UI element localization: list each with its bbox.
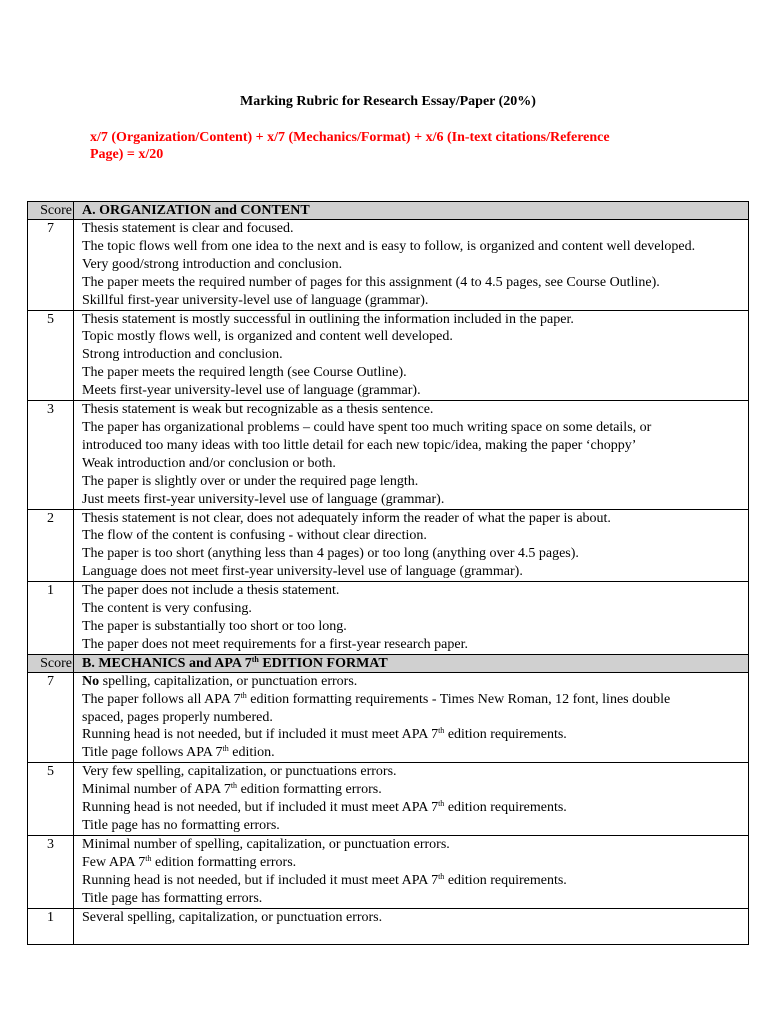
score-cell: 5 <box>28 310 74 401</box>
score-cell: 7 <box>28 220 74 311</box>
criteria-line: The flow of the content is confusing - without clear direction. <box>82 528 427 544</box>
section-a-heading: A. ORGANIZATION and CONTENT <box>74 202 749 220</box>
section-a-header-row <box>28 202 749 220</box>
score-header: Score <box>28 654 74 672</box>
table-row <box>28 672 749 763</box>
criteria-line: Running head is not needed, but if included it must meet APA 7th edition requirements. <box>82 871 567 888</box>
grading-formula <box>90 129 690 163</box>
criteria-line: Language does not meet first-year university-level use of language (grammar). <box>82 564 523 580</box>
criteria-line: Very few spelling, capitalization, or punctuations errors. <box>82 764 397 780</box>
criteria-line: Just meets first-year university-level use of language (grammar). <box>82 491 445 507</box>
criteria-cell <box>74 509 749 582</box>
score-cell: 2 <box>28 509 74 582</box>
document-title: Marking Rubric for Research Essay/Paper (20%) <box>240 94 536 109</box>
criteria-line: Several spelling, capitalization, or punctuation errors. <box>82 909 383 925</box>
criteria-line: Minimal number of APA 7th edition formatting errors. <box>82 781 382 798</box>
score-cell: 7 <box>28 672 74 763</box>
criteria-cell <box>74 835 749 908</box>
criteria-line: Thesis statement is weak but recognizable as a thesis sentence. <box>82 402 434 418</box>
criteria-cell <box>74 220 749 311</box>
score-cell: 1 <box>28 582 74 655</box>
criteria-line: introduced too many ideas with too little detail for each new topic/idea, making the paper ‘choppy’ <box>82 437 637 453</box>
criteria-line: spaced, pages properly numbered. <box>82 709 273 725</box>
criteria-line: Running head is not needed, but if included it must meet APA 7th edition requirements. <box>82 799 567 816</box>
criteria-line: Minimal number of spelling, capitalization, or punctuation errors. <box>82 836 450 852</box>
criteria-line: Topic mostly flows well, is organized and content well developed. <box>82 329 453 345</box>
criteria-line: Thesis statement is clear and focused. <box>82 221 294 236</box>
criteria-line: The paper is too short (anything less than 4 pages) or too long (anything over 4.5 pages). <box>82 546 579 562</box>
criteria-line: Title page follows APA 7th edition. <box>82 744 275 761</box>
rubric-table <box>27 201 749 945</box>
criteria-cell <box>74 908 749 945</box>
criteria-cell <box>74 582 749 655</box>
table-row <box>28 763 749 836</box>
table-row <box>28 908 749 945</box>
criteria-line: The topic flows well from one idea to the next and is easy to follow, is organized and content well developed. <box>82 238 696 254</box>
score-header: Score <box>28 202 74 220</box>
criteria-line: The paper is slightly over or under the required page length. <box>82 473 419 489</box>
table-row <box>28 835 749 908</box>
score-cell: 3 <box>28 835 74 908</box>
criteria-line: The paper does not include a thesis statement. <box>82 583 340 599</box>
criteria-cell <box>74 310 749 401</box>
table-row <box>28 220 749 311</box>
score-cell: 5 <box>28 763 74 836</box>
criteria-line: Title page has no formatting errors. <box>82 818 280 833</box>
criteria-line: The paper has organizational problems – could have spent too much writing space on some details, or <box>82 419 652 435</box>
formula-line-2: Page) = x/20 <box>90 147 164 162</box>
criteria-line-blank <box>82 926 744 944</box>
criteria-cell <box>74 401 749 509</box>
criteria-line: Title page has formatting errors. <box>82 890 263 906</box>
table-row <box>28 582 749 655</box>
criteria-line: The paper meets the required length (see Course Outline). <box>82 365 407 381</box>
criteria-line: The paper follows all APA 7th edition formatting requirements - Times New Roman, 12 font, lines double <box>82 690 671 707</box>
section-b-heading: B. MECHANICS and APA 7th EDITION FORMAT <box>74 654 749 672</box>
criteria-line: Skillful first-year university-level use of language (grammar). <box>82 292 429 308</box>
criteria-line: Strong introduction and conclusion. <box>82 347 283 363</box>
criteria-line: Thesis statement is not clear, does not adequately inform the reader of what the paper is about. <box>82 510 611 526</box>
criteria-line: Meets first-year university-level use of language (grammar). <box>82 383 421 399</box>
criteria-cell <box>74 672 749 763</box>
criteria-line: No spelling, capitalization, or punctuation errors. <box>82 673 358 689</box>
criteria-line: Weak introduction and/or conclusion or both. <box>82 455 336 471</box>
criteria-cell <box>74 763 749 836</box>
section-b-header-row <box>28 654 749 672</box>
criteria-line: The content is very confusing. <box>82 601 252 617</box>
score-cell: 1 <box>28 908 74 945</box>
criteria-line: Few APA 7th edition formatting errors. <box>82 853 297 870</box>
criteria-line: Running head is not needed, but if included it must meet APA 7th edition requirements. <box>82 726 567 743</box>
criteria-line: The paper does not meet requirements for a first-year research paper. <box>82 636 468 652</box>
table-row <box>28 509 749 582</box>
score-cell: 3 <box>28 401 74 509</box>
criteria-line: Thesis statement is mostly successful in outlining the information included in the paper. <box>82 311 574 327</box>
criteria-line: Very good/strong introduction and conclusion. <box>82 256 343 272</box>
formula-line-1: x/7 (Organization/Content) + x/7 (Mechanics/Format) + x/6 (In-text citations/Reference <box>90 130 610 145</box>
table-row <box>28 310 749 401</box>
criteria-line: The paper is substantially too short or too long. <box>82 618 347 634</box>
criteria-line: The paper meets the required number of pages for this assignment (4 to 4.5 pages, see Course Outline). <box>82 274 660 290</box>
table-row <box>28 401 749 509</box>
